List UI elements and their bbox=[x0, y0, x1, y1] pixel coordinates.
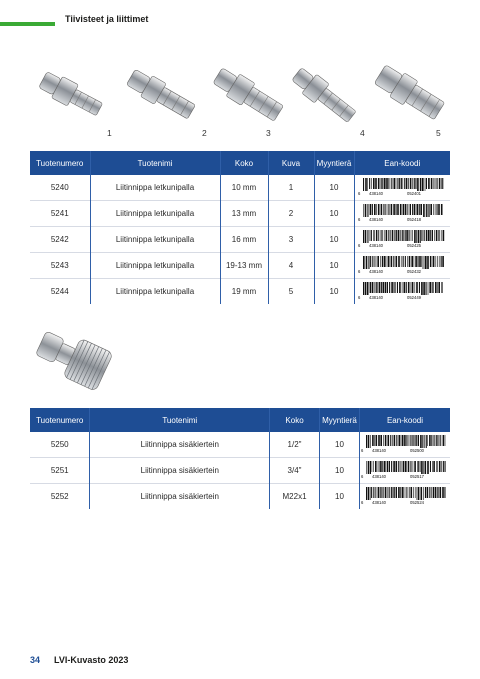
cell-size: 10 mm bbox=[220, 175, 268, 201]
section-title: Tiivisteet ja liittimet bbox=[65, 14, 149, 24]
cell-product-name: Liitinnippa letkunipalla bbox=[90, 227, 220, 253]
cell-product-name: Liitinnippa sisäkiertein bbox=[90, 458, 270, 484]
cell-sales-batch: 10 bbox=[314, 227, 354, 253]
cell-size: 19-13 mm bbox=[220, 253, 268, 279]
barcode-icon bbox=[357, 255, 447, 276]
page-number: 34 bbox=[30, 655, 41, 665]
svg-text:052517: 052517 bbox=[409, 474, 424, 479]
cell-sales-batch: 10 bbox=[314, 253, 354, 279]
barcode-icon bbox=[360, 486, 450, 507]
svg-text:6: 6 bbox=[358, 217, 361, 222]
cell-product-name: Liitinnippa letkunipalla bbox=[90, 201, 220, 227]
col-header-ean: Ean-koodi bbox=[354, 151, 450, 175]
col-header-ean: Ean-koodi bbox=[359, 408, 450, 432]
svg-text:052500: 052500 bbox=[409, 448, 424, 453]
col-header-size: Koko bbox=[270, 408, 320, 432]
image-label-1: 1 bbox=[107, 128, 112, 138]
barcode-icon bbox=[357, 281, 447, 302]
cell-product-name: Liitinnippa sisäkiertein bbox=[90, 432, 270, 458]
table-row bbox=[30, 175, 450, 201]
fitting-image-internal-thread bbox=[30, 322, 120, 407]
table-row bbox=[30, 227, 450, 253]
col-header-sales-batch: Myyntierä bbox=[314, 151, 354, 175]
svg-text:052418: 052418 bbox=[407, 217, 422, 222]
fitting-image-3 bbox=[208, 64, 290, 126]
svg-text:438140: 438140 bbox=[371, 474, 386, 479]
fitting-image-1 bbox=[35, 68, 110, 123]
col-header-image: Kuva bbox=[268, 151, 314, 175]
image-label-4: 4 bbox=[360, 128, 365, 138]
cell-ean-barcode bbox=[354, 253, 450, 279]
svg-text:438140: 438140 bbox=[371, 500, 386, 505]
svg-text:052449: 052449 bbox=[407, 295, 422, 300]
product-table-internal-thread bbox=[30, 408, 450, 509]
cell-product-number: 5240 bbox=[50, 183, 69, 192]
svg-text:438140: 438140 bbox=[369, 191, 384, 196]
barcode-icon bbox=[357, 177, 447, 198]
cell-image-number: 2 bbox=[268, 201, 314, 227]
svg-text:6: 6 bbox=[360, 474, 364, 479]
svg-text:438140: 438140 bbox=[369, 295, 384, 300]
cell-sales-batch: 10 bbox=[319, 432, 359, 458]
svg-text:052425: 052425 bbox=[407, 243, 422, 248]
table-row bbox=[30, 484, 450, 510]
svg-text:052524: 052524 bbox=[409, 500, 424, 505]
cell-sales-batch: 10 bbox=[319, 484, 359, 510]
cell-ean-barcode bbox=[354, 175, 450, 201]
cell-product-number: 5242 bbox=[30, 227, 90, 253]
cell-ean-barcode bbox=[354, 201, 450, 227]
col-header-sales-batch: Myyntierä bbox=[319, 408, 359, 432]
fitting-image-2 bbox=[122, 66, 202, 124]
cell-size: 1/2" bbox=[270, 432, 320, 458]
svg-text:6: 6 bbox=[358, 295, 361, 300]
table-row bbox=[30, 458, 450, 484]
barcode-icon bbox=[357, 229, 447, 250]
cell-size: 3/4" bbox=[270, 458, 320, 484]
cell-ean-barcode bbox=[359, 484, 450, 510]
svg-text:438140: 438140 bbox=[369, 269, 384, 274]
cell-ean-barcode bbox=[359, 458, 450, 484]
svg-text:438140: 438140 bbox=[369, 217, 384, 222]
svg-text:6: 6 bbox=[358, 191, 361, 196]
svg-text:052401: 052401 bbox=[407, 191, 422, 196]
cell-product-number: 5244 bbox=[30, 279, 90, 305]
col-header-product-name: Tuotenimi bbox=[90, 408, 270, 432]
cell-size: M22x1 bbox=[270, 484, 320, 510]
fitting-image-4 bbox=[285, 64, 365, 128]
svg-text:438140: 438140 bbox=[369, 243, 384, 248]
cell-image-number: 4 bbox=[268, 253, 314, 279]
svg-text:6: 6 bbox=[360, 448, 364, 453]
cell-product-number: 5250 bbox=[50, 440, 69, 449]
table-row bbox=[30, 432, 450, 458]
barcode-icon bbox=[360, 434, 450, 455]
cell-ean-barcode bbox=[354, 279, 450, 305]
product-table-hose-nipples bbox=[30, 151, 450, 304]
cell-product-number: 5241 bbox=[30, 201, 90, 227]
col-header-product-name: Tuotenimi bbox=[90, 151, 220, 175]
cell-product-name: Liitinnippa letkunipalla bbox=[90, 279, 220, 305]
cell-ean-barcode bbox=[359, 432, 450, 458]
cell-size: 16 mm bbox=[220, 227, 268, 253]
cell-size: 13 mm bbox=[220, 201, 268, 227]
product-image-row bbox=[30, 60, 450, 142]
image-label-2: 2 bbox=[202, 128, 207, 138]
cell-product-number: 5251 bbox=[30, 458, 90, 484]
cell-product-number: 5243 bbox=[30, 253, 90, 279]
cell-product-number: 5252 bbox=[30, 484, 90, 510]
table-row bbox=[30, 279, 450, 305]
cell-image-number: 3 bbox=[268, 227, 314, 253]
image-label-3: 3 bbox=[266, 128, 271, 138]
col-header-product-number: Tuotenumero bbox=[30, 151, 90, 175]
svg-text:6: 6 bbox=[358, 243, 361, 248]
col-header-size: Koko bbox=[220, 151, 268, 175]
cell-sales-batch: 10 bbox=[314, 201, 354, 227]
barcode-icon bbox=[360, 460, 450, 481]
fitting-image-5 bbox=[370, 62, 450, 126]
table-row bbox=[30, 253, 450, 279]
cell-product-name: Liitinnippa letkunipalla bbox=[90, 175, 220, 201]
section-accent-bar bbox=[0, 22, 55, 26]
cell-sales-batch: 10 bbox=[319, 458, 359, 484]
cell-product-name: Liitinnippa sisäkiertein bbox=[90, 484, 270, 510]
svg-text:6: 6 bbox=[360, 500, 364, 505]
col-header-product-number: Tuotenumero bbox=[30, 408, 90, 432]
catalog-title: LVI-Kuvasto 2023 bbox=[54, 655, 129, 665]
image-label-5: 5 bbox=[436, 128, 441, 138]
cell-ean-barcode bbox=[354, 227, 450, 253]
cell-sales-batch: 10 bbox=[314, 175, 354, 201]
svg-text:6: 6 bbox=[358, 269, 361, 274]
table-row bbox=[30, 201, 450, 227]
cell-image-number: 5 bbox=[268, 279, 314, 305]
cell-product-name: Liitinnippa letkunipalla bbox=[90, 253, 220, 279]
cell-size: 19 mm bbox=[220, 279, 268, 305]
svg-text:052432: 052432 bbox=[407, 269, 422, 274]
table-header-row bbox=[30, 151, 450, 175]
table-header-row bbox=[30, 408, 450, 432]
cell-sales-batch: 10 bbox=[314, 279, 354, 305]
svg-text:438140: 438140 bbox=[371, 448, 386, 453]
barcode-icon bbox=[357, 203, 447, 224]
cell-image-number: 1 bbox=[268, 175, 314, 201]
